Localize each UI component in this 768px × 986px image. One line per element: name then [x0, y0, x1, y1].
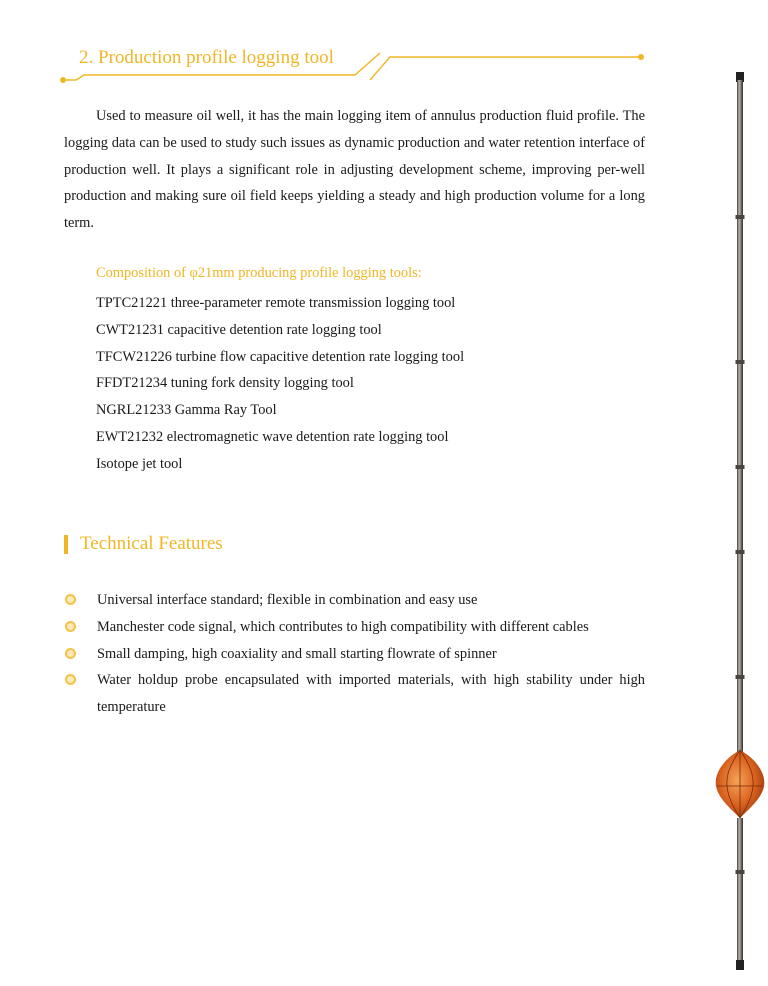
- feature-item: [64, 614, 645, 641]
- feature-item: [64, 667, 645, 721]
- feature-text: Water holdup probe encapsulated with imported materials, with high stability under high temperature: [97, 672, 645, 716]
- bullet-icon: [65, 674, 76, 685]
- composition-item: FFDT21234 tuning fork density logging tool: [96, 375, 354, 392]
- bullet-icon: [65, 621, 76, 632]
- feature-text: Small damping, high coaxiality and small starting flowrate of spinner: [97, 645, 497, 662]
- bullet-icon: [65, 594, 76, 605]
- bullet-icon: [65, 648, 76, 659]
- composition-item: EWT21232 electromagnetic wave detention rate logging tool: [96, 428, 449, 445]
- composition-item: TPTC21221 three-parameter remote transmission logging tool: [96, 295, 456, 311]
- logging-tool-illustration: [700, 70, 768, 976]
- composition-item: NGRL21233 Gamma Ray Tool: [96, 402, 277, 419]
- section-title: 2. Production profile logging tool: [79, 47, 334, 68]
- composition-item: TFCW21226 turbine flow capacitive detention rate logging tool: [96, 348, 465, 365]
- feature-text: Universal interface standard; flexible in combination and easy use: [97, 592, 478, 608]
- composition-list: [96, 290, 464, 478]
- features-title-bar: [64, 535, 68, 554]
- composition-item: CWT21231 capacitive detention rate logging tool: [96, 321, 382, 338]
- feature-text: Manchester code signal, which contributes to high compatibility with different cables: [97, 618, 589, 635]
- intro-paragraph: Used to measure oil well, it has the main logging item of annulus production fluid profile. The logging data can be used to study such issues as dynamic production and water retention interface of production well. It plays a significant role in adjusting development scheme, improving per-well production and making sure oil field keeps yielding a steady and high production volume for a long term.: [64, 108, 645, 232]
- feature-item: [64, 641, 645, 668]
- features-list: [64, 587, 645, 721]
- feature-item: [64, 587, 645, 614]
- composition-item: Isotope jet tool: [96, 455, 183, 472]
- features-title: Technical Features: [80, 533, 223, 554]
- composition-title: Composition of φ21mm producing profile logging tools:: [96, 265, 422, 281]
